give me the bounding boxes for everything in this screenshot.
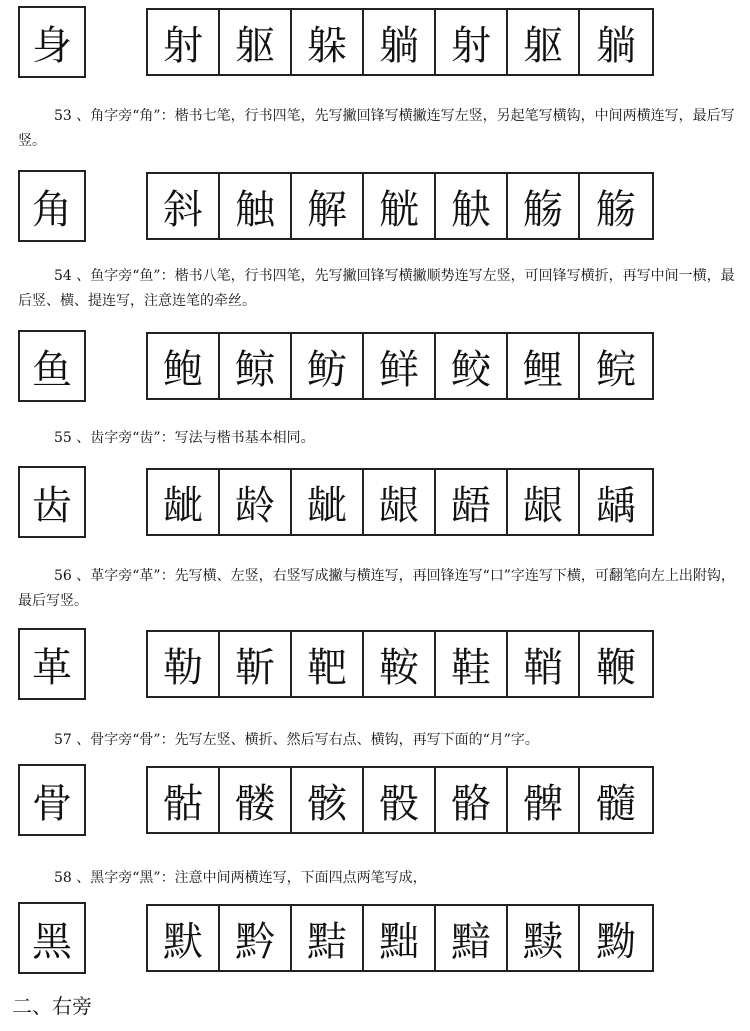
char-cell: 龇 xyxy=(148,470,220,534)
char-cell: 勒 xyxy=(148,632,220,696)
char-cell: 鲜 xyxy=(364,334,436,398)
char-cell: 髀 xyxy=(508,768,580,832)
char-cell: 鞍 xyxy=(364,632,436,696)
radical-row-chi xyxy=(0,466,750,538)
char-cell: 骸 xyxy=(292,768,364,832)
char-cell: 髅 xyxy=(220,768,292,832)
radical-box: 鱼 xyxy=(18,330,86,402)
section-heading: 二、右旁 xyxy=(12,994,92,1018)
radical-row-jiao xyxy=(0,170,750,242)
radical-box: 齿 xyxy=(18,466,86,538)
char-cell: 斜 xyxy=(148,174,220,238)
char-cell: 黯 xyxy=(436,906,508,970)
char-cell: 觞 xyxy=(596,186,636,233)
description-55: 55 、齿字旁“齿”：写法与楷书基本相同。 xyxy=(54,430,315,446)
char-cell: 黩 xyxy=(508,906,580,970)
example-chars xyxy=(146,630,654,698)
char-cell: 黜 xyxy=(364,906,436,970)
char-cell: 龋 xyxy=(596,482,636,529)
char-cell: 龉 xyxy=(436,470,508,534)
radical-box: 身 xyxy=(18,6,86,78)
char-cell: 骼 xyxy=(436,768,508,832)
radical-box: 骨 xyxy=(18,764,86,836)
example-chars xyxy=(146,332,654,400)
example-chars xyxy=(146,766,654,834)
char-cell: 黠 xyxy=(292,906,364,970)
char-cell: 鲩 xyxy=(596,346,636,393)
char-cell: 躺 xyxy=(364,10,436,74)
radical-row-hei xyxy=(0,902,750,974)
char-cell: 鲛 xyxy=(436,334,508,398)
char-cell: 龄 xyxy=(220,470,292,534)
char-cell: 鞋 xyxy=(436,632,508,696)
description-53: 53 、角字旁“角”：楷书七笔，行书四笔，先写撇回锋写横撇连写左竖，另起笔写横钩，中间两横连写，最后写竖。 xyxy=(18,108,735,149)
char-cell: 射 xyxy=(436,10,508,74)
radical-row-shen xyxy=(0,6,750,78)
char-cell: 靳 xyxy=(220,632,292,696)
char-cell: 鲂 xyxy=(292,334,364,398)
char-cell: 觖 xyxy=(436,174,508,238)
radical-row-gu xyxy=(0,764,750,836)
char-cell: 骰 xyxy=(364,768,436,832)
char-cell: 解 xyxy=(292,174,364,238)
description-54: 54 、鱼字旁“鱼”：楷书八笔，行书四笔，先写撇回锋写横撇顺势连写左竖，可回锋写横折，再写中间一横，最后竖、横、提连写，注意连笔的牵丝。 xyxy=(18,268,735,309)
example-chars xyxy=(146,172,654,240)
char-cell: 鲸 xyxy=(220,334,292,398)
char-cell: 觞 xyxy=(508,174,580,238)
char-cell: 龇 xyxy=(292,470,364,534)
char-cell: 龈 xyxy=(364,470,436,534)
radical-row-ge xyxy=(0,628,750,700)
char-cell: 鲍 xyxy=(148,334,220,398)
char-cell: 鞭 xyxy=(596,644,636,691)
char-cell: 触 xyxy=(220,174,292,238)
radical-box: 黑 xyxy=(18,902,86,974)
char-cell: 鞘 xyxy=(508,632,580,696)
description-58: 58 、黑字旁“黑”：注意中间两横连写，下面四点两笔写成， xyxy=(54,870,427,886)
radical-box: 角 xyxy=(18,170,86,242)
char-cell: 躯 xyxy=(508,10,580,74)
char-cell: 黝 xyxy=(596,918,636,965)
char-cell: 骷 xyxy=(148,768,220,832)
example-chars xyxy=(146,468,654,536)
char-cell: 靶 xyxy=(292,632,364,696)
description-56: 56 、革字旁“革”：先写横、左竖，右竖写成撇与横连写，再回锋连写“口”字连写下横，可翻笔向左上出附钩，最后写竖。 xyxy=(18,568,735,609)
description-57: 57 、骨字旁“骨”：先写左竖、横折、然后写右点、横钩，再写下面的“月”字。 xyxy=(54,732,539,748)
char-cell: 躲 xyxy=(292,10,364,74)
radical-box: 革 xyxy=(18,628,86,700)
char-cell: 默 xyxy=(148,906,220,970)
char-cell: 鲤 xyxy=(508,334,580,398)
char-cell: 黔 xyxy=(220,906,292,970)
char-cell: 龈 xyxy=(508,470,580,534)
char-cell: 躯 xyxy=(220,10,292,74)
char-cell: 觥 xyxy=(364,174,436,238)
radical-row-yu xyxy=(0,330,750,402)
char-cell: 躺 xyxy=(596,22,636,69)
example-chars xyxy=(146,8,654,76)
char-cell: 射 xyxy=(148,10,220,74)
example-chars xyxy=(146,904,654,972)
char-cell: 髓 xyxy=(596,780,636,827)
